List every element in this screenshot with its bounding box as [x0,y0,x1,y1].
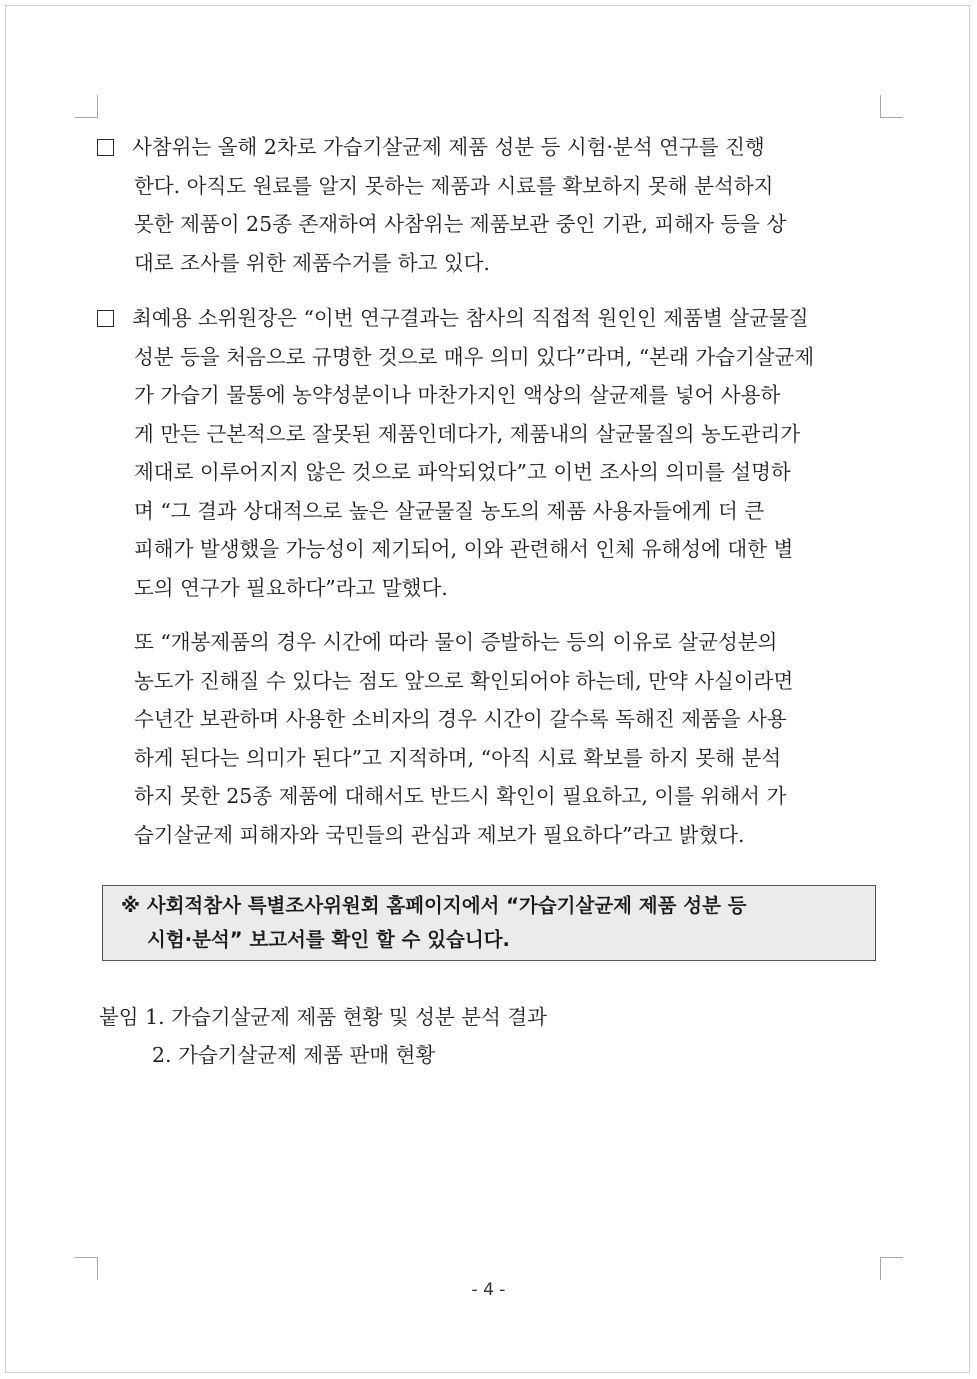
paragraph-line: 못한 제품이 25종 존재하여 사참위는 제품보관 중인 기관, 피해자 등을 상 [134,212,787,236]
attachment-line-1: 붙임 1. 가습기살균제 제품 현황 및 성분 분석 결과 [99,1005,547,1029]
paragraph-line: 습기살균제 피해자와 국민들의 관심과 제보가 필요하다”라고 밝혔다. [134,822,745,847]
paragraph-section-2 [97,299,887,607]
crop-mark-bottom-right [880,1257,903,1280]
paragraph-line: 하지 못한 25종 제품에 대해서도 반드시 확인이 필요하고, 이를 위해서 가 [134,784,787,808]
notice-line-2: 시험·분석” 보고서를 확인 할 수 있습니다. [147,928,510,951]
paragraph-line: 제대로 이루어지지 않은 것으로 파악되었다”고 이번 조사의 의미를 설명하 [134,460,791,484]
paragraph-line: 최예용 소위원장은 “이번 연구결과는 참사의 직접적 원인인 제품별 살균물질 [132,306,809,330]
paragraph-line: 농도가 진해질 수 있다는 점도 앞으로 확인되어야 하는데, 만약 사실이라면 [134,668,794,693]
notice-box [102,885,876,961]
paragraph-line: 피해가 발생했을 가능성이 제기되어, 이와 관련해서 인체 유해성에 대한 별 [134,537,794,561]
paragraph-section-3 [97,623,887,854]
crop-mark-top-right [880,95,903,118]
paragraph-line: 한다. 아직도 원료를 알지 못하는 제품과 시료를 확보하지 못해 분석하지 [134,173,774,198]
paragraph-section-1 [97,128,887,282]
paragraph-line: 성분 등을 처음으로 규명한 것으로 매우 의미 있다”라며, “본래 가습기살균제 [134,344,815,369]
paragraph-line: 수년간 보관하며 사용한 소비자의 경우 시간이 갈수록 독해진 제품을 사용 [134,707,787,731]
paragraph-line: 며 “그 결과 상대적으로 높은 살균물질 농도의 제품 사용자들에게 더 큰 [134,498,765,523]
paragraph-line: 대로 조사를 위한 제품수거를 하고 있다. [134,250,490,275]
attachment-line-2: 2. 가습기살균제 제품 판매 현황 [152,1043,436,1067]
notice-line-1: ※ 사회적참사 특별조사위원회 홈페이지에서 “가습기살균제 제품 성분 등 [121,894,747,917]
paragraph-line: 사참위는 올해 2차로 가습기살균제 제품 성분 등 시험·분석 연구를 진행 [132,135,765,159]
paragraph-line: 하게 된다는 의미가 된다”고 지적하며, “아직 시료 확보를 하지 못해 분석 [134,745,782,770]
crop-mark-top-left [75,95,98,118]
checkbox-bullet-icon [97,139,114,156]
crop-mark-bottom-left [75,1257,98,1280]
paragraph-line: 또 “개봉제품의 경우 시간에 따라 물이 증발하는 등의 이유로 살균성분의 [134,630,778,654]
paragraph-line: 게 만든 근본적으로 잘못된 제품인데다가, 제품내의 살균물질의 농도관리가 [134,421,801,446]
checkbox-bullet-icon [97,310,114,327]
paragraph-line: 도의 연구가 필요하다”라고 말했다. [134,575,448,600]
paragraph-line: 가 가습기 물통에 농약성분이나 마찬가지인 액상의 살균제를 넣어 사용하 [134,383,781,407]
page-number: - 4 - [471,1280,506,1300]
